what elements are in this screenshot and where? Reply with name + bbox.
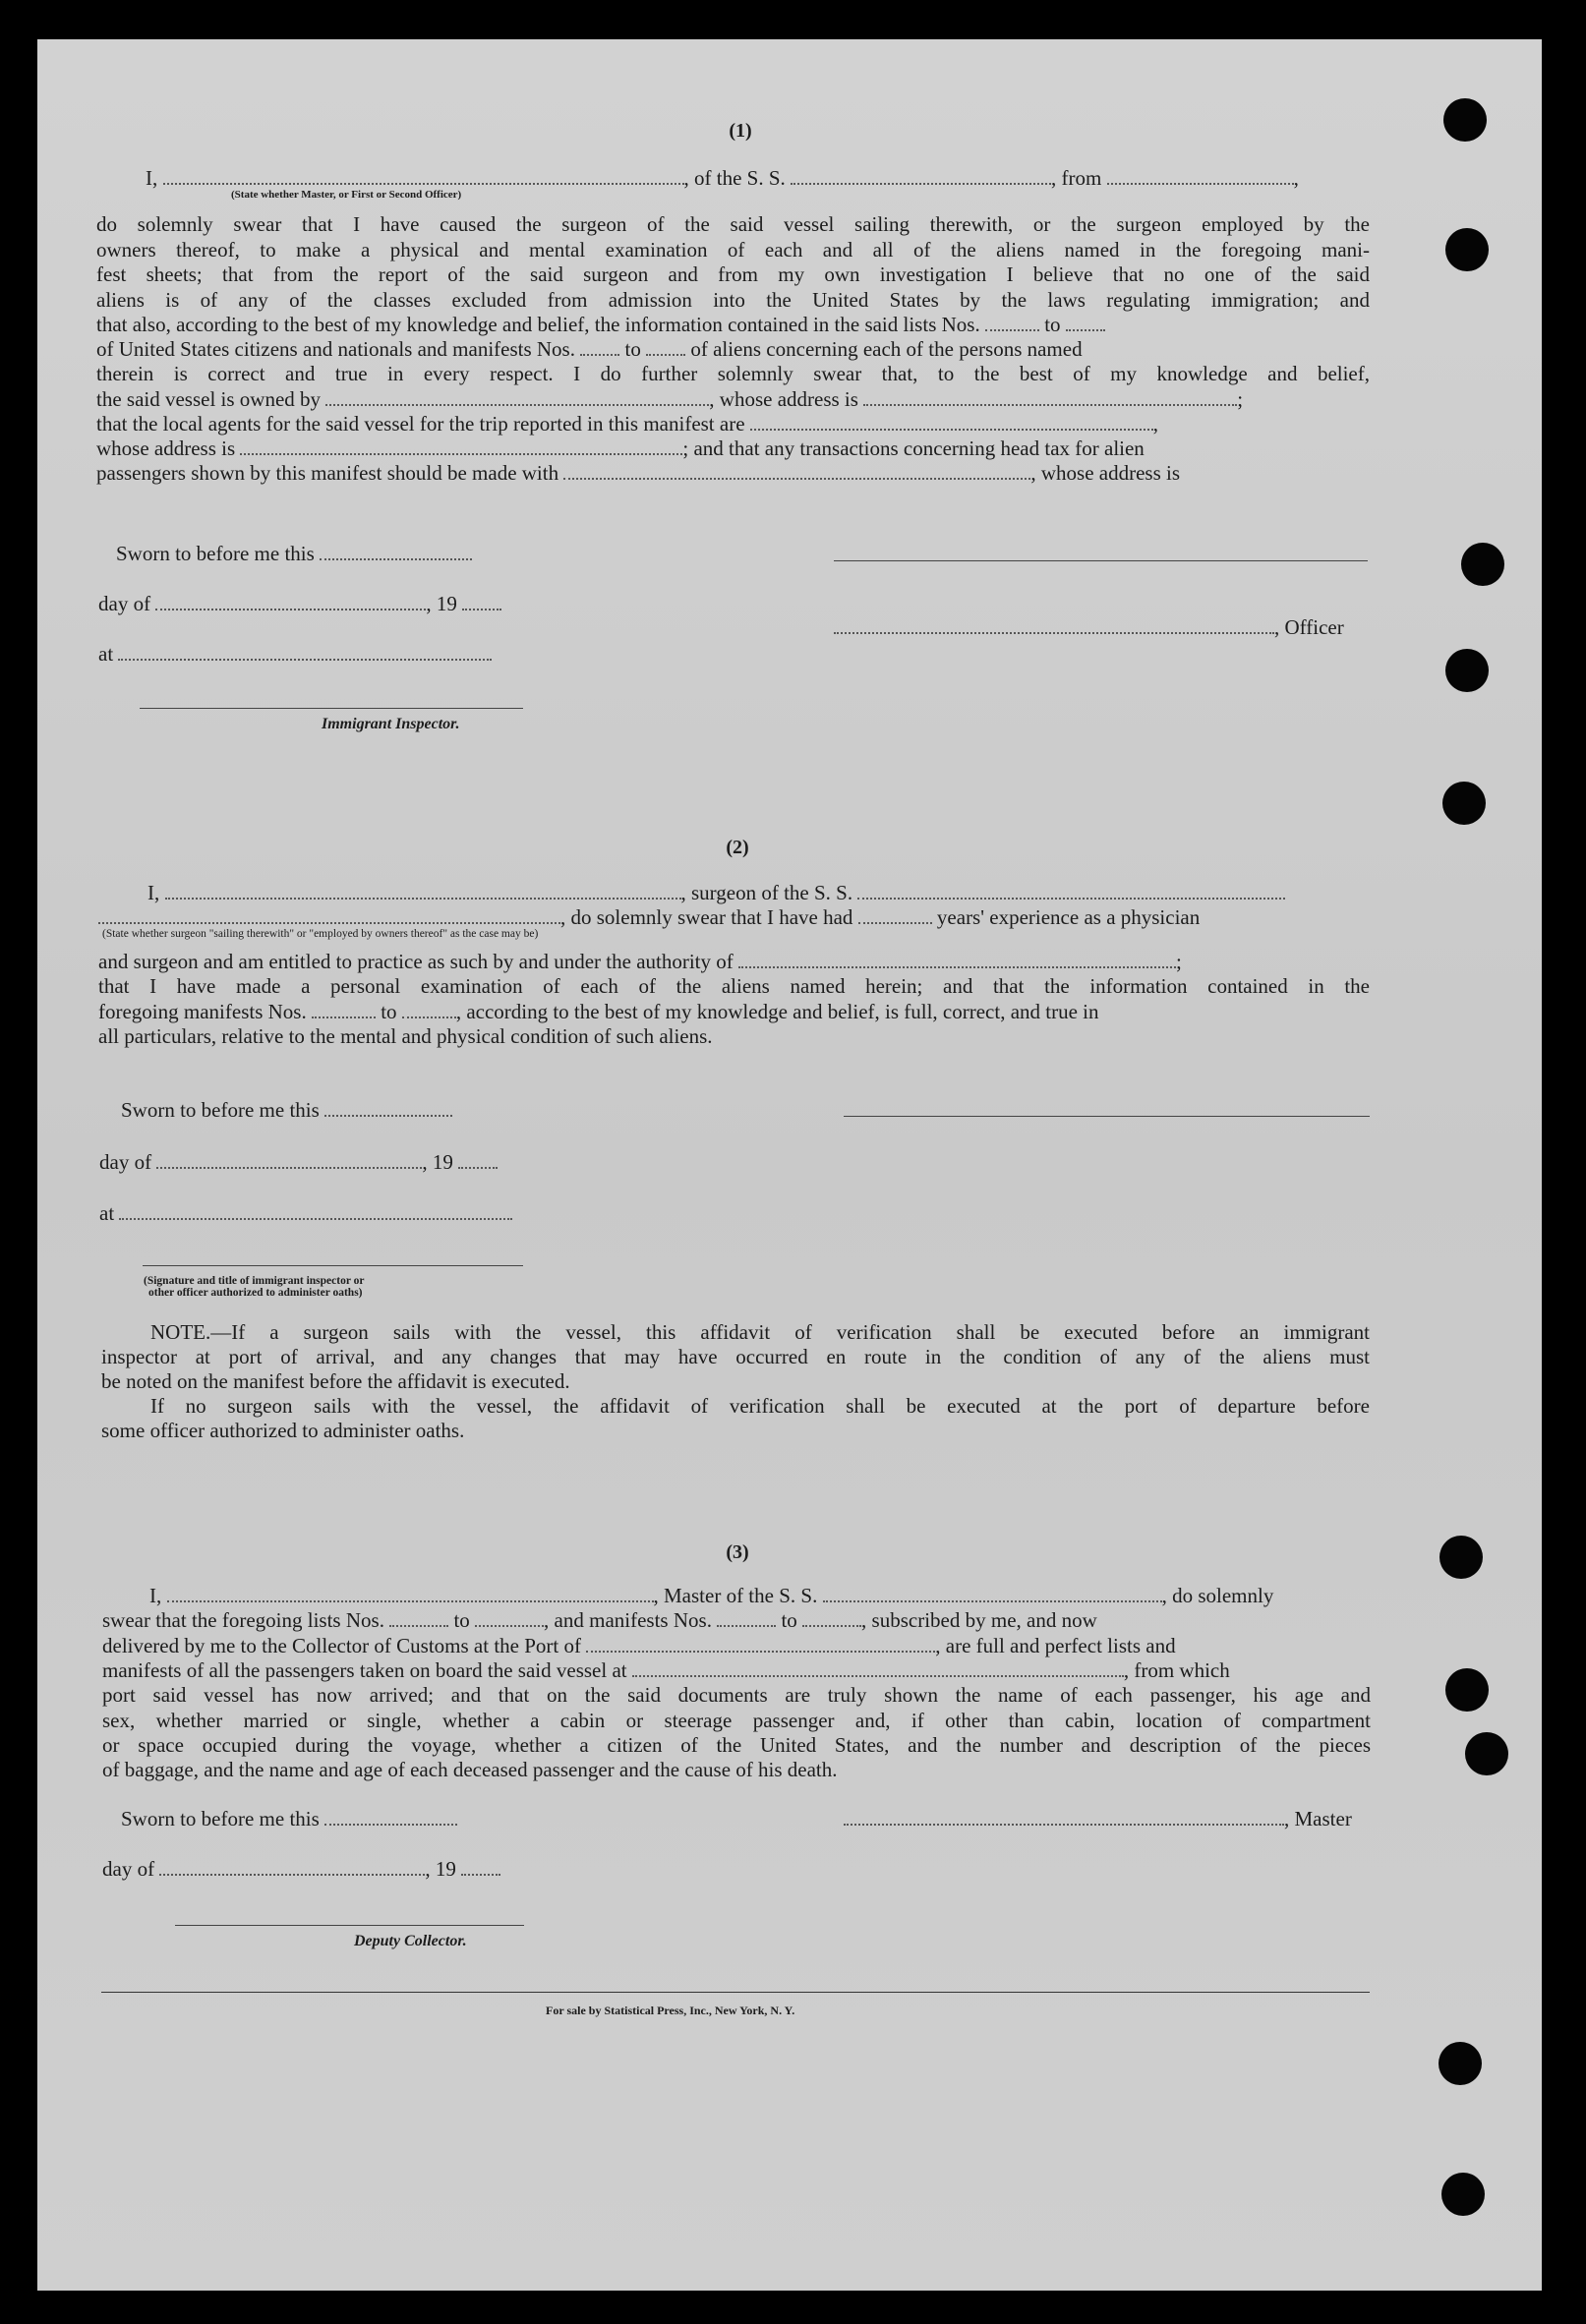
section-1-line-6: of United States citizens and nationals and manifests Nos. to of aliens concerning each of the persons named: [96, 337, 1083, 361]
binder-hole: [1443, 98, 1487, 142]
section-1-body-line: do solemnly swear that I have caused the surgeon of the said vessel sailing therewith, or the surgeon employed by the: [96, 212, 1370, 236]
section-2-line-2: , do solemnly swear that I have had years' experience as a physician: [98, 905, 1200, 930]
section-1-sworn: Sworn to before me this: [116, 542, 472, 566]
section-1-body-line: fest sheets; that from the report of the said surgeon and from my own investigation I believe that no one of the said: [96, 262, 1370, 287]
section-3-line-8: of baggage, and the name and age of each deceased passenger and the cause of his death.: [102, 1758, 838, 1781]
section-1-line-7: therein is correct and true in every respect. I do further solemnly swear that, to the best of my knowledge and belief,: [96, 362, 1370, 385]
binder-hole: [1439, 1536, 1483, 1579]
section-1-at: at: [98, 642, 492, 667]
section-3-line-7: or space occupied during the voyage, whether a citizen of the United States, and the number and description of the pieces: [102, 1733, 1371, 1758]
section-1-body-line: owners thereof, to make a physical and mental examination of each and all of the aliens named in the foregoing mani-: [96, 237, 1370, 261]
section-3-line-5: port said vessel has now arrived; and that on the said documents are truly shown the name of each passenger, his age and: [102, 1683, 1371, 1707]
section-2-sig-caption: (Signature and title of immigrant inspector or: [144, 1275, 365, 1287]
binder-hole: [1445, 649, 1489, 692]
section-1-line-1: I, , of the S. S. , from ,: [146, 166, 1299, 190]
section-2-line-6: all particulars, relative to the mental and physical condition of such aliens.: [98, 1024, 713, 1048]
section-3-line-6: sex, whether married or single, whether a cabin or steerage passenger and, if other than cabin, location of compartment: [102, 1708, 1371, 1732]
section-1-line-8: the said vessel is owned by , whose address is ;: [96, 387, 1244, 411]
section-2-line-4: that I have made a personal examination of each of the aliens named herein; and that the information contained in the: [98, 974, 1370, 998]
section-2-sworn: Sworn to before me this: [121, 1098, 452, 1123]
footer-text: For sale by Statistical Press, Inc., New York, N. Y.: [546, 2004, 795, 2017]
section-2-caption: (State whether surgeon "sailing therewith" or "employed by owners thereof" as the case may be): [102, 928, 539, 940]
section-3-line-3: delivered by me to the Collector of Customs at the Port of , are full and perfect lists and: [102, 1634, 1176, 1657]
section-2-at: at: [99, 1201, 512, 1226]
section-3-deputy-caption: Deputy Collector.: [354, 1933, 467, 1949]
section-2-note-line: inspector at port of arrival, and any changes that may have occurred en route in the condition of any of the aliens must: [101, 1345, 1370, 1368]
binder-hole: [1442, 782, 1486, 825]
section-2-day-of: day of , 19: [99, 1150, 498, 1175]
section-1-line-5: that also, according to the best of my knowledge and belief, the information contained in the said lists Nos. to: [96, 313, 1105, 337]
section-2-inspector-line: [143, 1265, 523, 1266]
section-1-body-line: aliens is of any of the classes excluded from admission into the United States by the laws regulating immigration; and: [96, 287, 1370, 312]
section-3-master-line: , Master: [844, 1807, 1352, 1831]
section-2-sig-caption: other officer authorized to administer oaths): [148, 1287, 363, 1299]
section-2-line-5: foregoing manifests Nos. to , according to the best of my knowledge and belief, is full, correct, and true in: [98, 1000, 1099, 1023]
footer-rule: [101, 1992, 1370, 1993]
section-2-number: (2): [726, 837, 749, 858]
section-1-line-11: passengers shown by this manifest should be made with , whose address is: [96, 461, 1181, 485]
section-1-caption: (State whether Master, or First or Second Officer): [231, 189, 462, 201]
section-2-note-line: If no surgeon sails with the vessel, the affidavit of verification shall be executed at the port of departure before: [150, 1394, 1370, 1418]
binder-hole: [1439, 2042, 1482, 2085]
section-1-line-9: that the local agents for the said vessel for the trip reported in this manifest are ,: [96, 412, 1159, 436]
section-3-day-of: day of , 19: [102, 1857, 500, 1882]
binder-hole: [1445, 1668, 1489, 1712]
section-2-note-line: be noted on the manifest before the affidavit is executed.: [101, 1369, 570, 1393]
section-1-inspector-line: [140, 708, 523, 709]
section-3-sworn: Sworn to before me this: [121, 1807, 457, 1831]
binder-hole: [1441, 2173, 1485, 2216]
section-3-line-4: manifests of all the passengers taken on board the said vessel at , from which: [102, 1658, 1230, 1682]
section-2-note-line: NOTE.—If a surgeon sails with the vessel, this affidavit of verification shall be executed before an immigrant: [150, 1320, 1370, 1344]
section-3-line-1: I, , Master of the S. S. , do solemnly: [149, 1584, 1274, 1607]
section-3-line-2: swear that the foregoing lists Nos. to , and manifests Nos. to , subscribed by me, and now: [102, 1608, 1097, 1632]
section-1-signature-line: [834, 560, 1368, 561]
binder-hole: [1445, 228, 1489, 271]
binder-hole: [1461, 543, 1504, 586]
section-2-signature-line: [844, 1116, 1370, 1117]
section-2-line-3: and surgeon and am entitled to practice as such by and under the authority of ;: [98, 950, 1182, 973]
section-1-number: (1): [729, 120, 752, 142]
section-1-line-10: whose address is ; and that any transactions concerning head tax for alien: [96, 436, 1145, 460]
section-1-inspector-caption: Immigrant Inspector.: [322, 716, 460, 732]
section-2-note-line: some officer authorized to administer oaths.: [101, 1419, 465, 1442]
section-3-deputy-line: [175, 1925, 524, 1926]
section-1-day-of: day of , 19: [98, 592, 501, 616]
binder-hole: [1465, 1732, 1508, 1775]
section-3-number: (3): [726, 1541, 749, 1563]
section-1-officer-line: , Officer: [834, 615, 1344, 640]
section-2-line-1: I, , surgeon of the S. S.: [147, 881, 1285, 905]
